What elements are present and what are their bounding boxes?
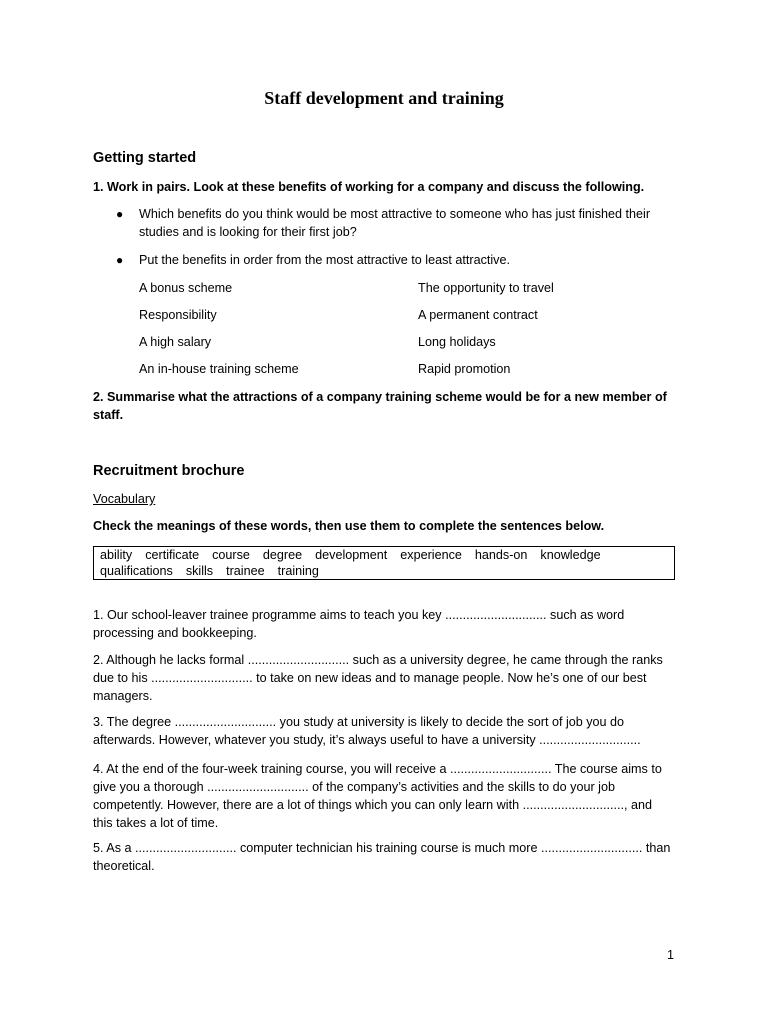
bullet-icon: ●	[116, 207, 124, 221]
word-item: certificate	[145, 548, 200, 562]
benefit-left-2: Responsibility	[139, 308, 217, 322]
word-item: development	[315, 548, 388, 562]
word-item: knowledge	[540, 548, 601, 562]
word-item: degree	[262, 548, 303, 562]
benefit-right-4: Rapid promotion	[418, 362, 511, 376]
heading-recruitment-brochure: Recruitment brochure	[93, 463, 245, 479]
sentence-3: 3. The degree ............................. you study at university is likely to decide the sort of job you do afterwards. However, whatever you study, it’s always useful to have a university .............................	[93, 715, 641, 747]
word-item: training	[277, 564, 319, 578]
question-1: 1. Work in pairs. Look at these benefits of working for a company and discuss the following.	[93, 180, 645, 194]
question-2: 2. Summarise what the attractions of a company training scheme would be for a new member of staff.	[93, 390, 667, 422]
benefit-right-1: The opportunity to travel	[418, 281, 554, 295]
word-item: trainee	[226, 564, 265, 578]
word-item: ability	[100, 548, 133, 562]
word-item: course	[212, 548, 250, 562]
word-item: hands-on	[474, 548, 528, 562]
benefit-left-1: A bonus scheme	[139, 281, 233, 295]
vocabulary-label: Vocabulary	[93, 492, 156, 506]
bullet-icon: ●	[116, 253, 124, 267]
sentence-1: 1. Our school-leaver trainee programme aims to teach you key ............................. such as word processing and bookkeeping.	[93, 608, 625, 640]
benefit-right-3: Long holidays	[418, 335, 496, 349]
page-number: 1	[667, 948, 675, 962]
bullet-item-2: Put the benefits in order from the most attractive to least attractive.	[139, 253, 510, 267]
vocabulary-instruction: Check the meanings of these words, then use them to complete the sentences below.	[93, 519, 605, 533]
benefit-left-3: A high salary	[139, 335, 212, 349]
word-box	[93, 546, 675, 580]
sentence-2: 2. Although he lacks formal ............................. such as a university degree, he came through the ranks due to his ............................. to take on new ideas and to manage people. Now he’s one of our best managers.	[93, 653, 663, 703]
word-item: skills	[185, 564, 214, 578]
benefit-right-2: A permanent contract	[418, 308, 538, 322]
sentence-5: 5. As a ............................. computer technician his training course is much more ............................. than theoretical.	[93, 841, 671, 873]
benefit-left-4: An in-house training scheme	[139, 362, 299, 376]
word-item: experience	[400, 548, 462, 562]
bullet-item-1: Which benefits do you think would be most attractive to someone who has just finished their studies and is looking for their first job?	[139, 207, 651, 239]
word-item: qualifications	[100, 564, 173, 578]
heading-getting-started: Getting started	[93, 150, 197, 166]
document-title: Staff development and training	[264, 88, 504, 108]
sentence-4: 4. At the end of the four-week training course, you will receive a ............................. The course aims to give you a thorough ............................. of the company’s activities and the skills to do your job competently. However, there are a lot of things which you can only learn with ............................., and this takes a lot of time.	[93, 762, 662, 830]
